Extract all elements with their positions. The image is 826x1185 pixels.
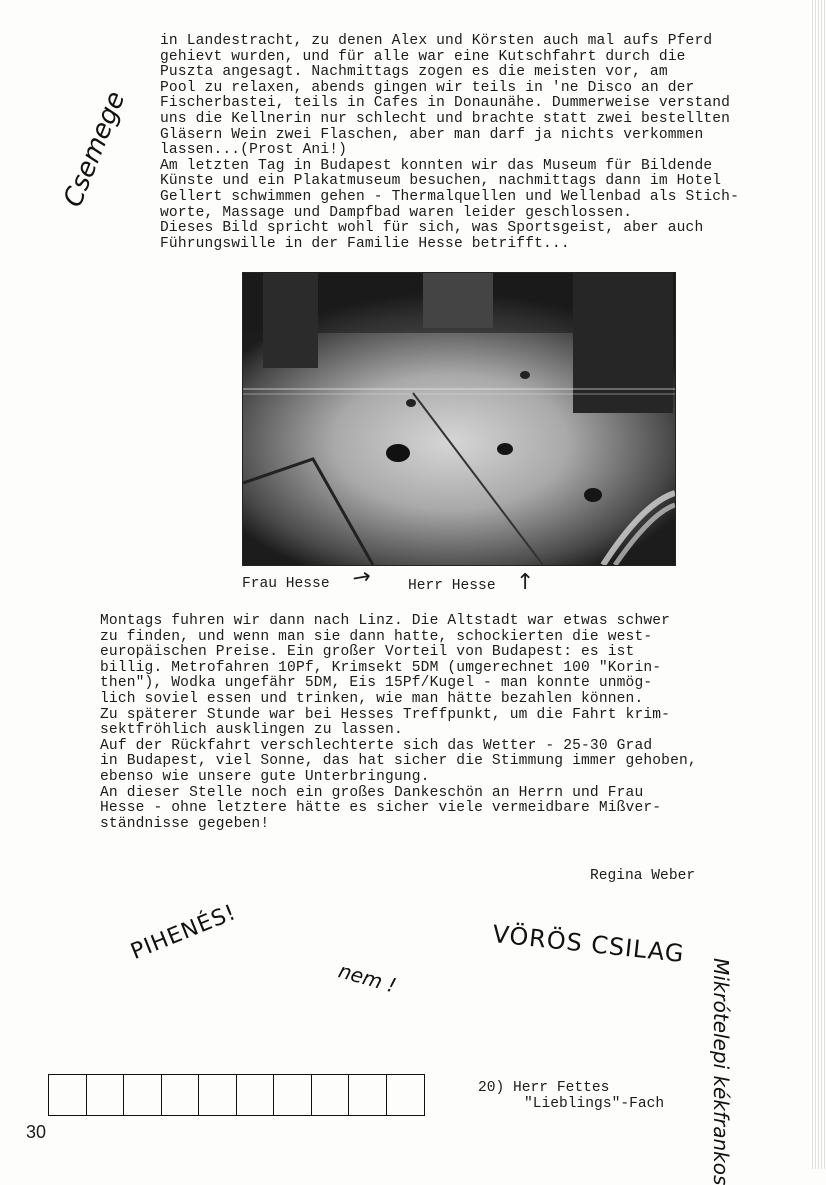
text-block-budapest	[160, 34, 739, 252]
page-number: 30	[26, 1122, 47, 1142]
page-edge-texture	[812, 0, 826, 1169]
author-signature: Regina Weber	[590, 868, 696, 884]
pool-photo	[242, 272, 676, 566]
text-line: in Landestracht, zu denen Alex und Körsten auch mal aufs Pferd	[160, 33, 713, 49]
answer-box-cell	[49, 1075, 87, 1115]
answer-box-cell	[124, 1075, 162, 1115]
caption-frau-hesse: Frau Hesse	[242, 576, 330, 592]
answer-box-cell	[237, 1075, 275, 1115]
text-line: Dieses Bild spricht wohl für sich, was Sportsgeist, aber auch	[160, 220, 704, 237]
handwritten-csemege: Csemege	[58, 87, 132, 212]
text-line: Führungswille in der Familie Hesse betrifft...	[160, 235, 570, 252]
text-line: billig. Metrofahren 10Pf, Krimsekt 5DM (umgerechnet 100 "Korin-	[100, 659, 662, 676]
answer-box-cell	[349, 1075, 387, 1115]
text-line: Gläsern Wein zwei Flaschen, aber man darf ja nichts verkommen	[160, 126, 704, 143]
arrow-up-icon: ↑	[516, 570, 535, 595]
text-line: uns die Kellnerin nur schlecht und brachte statt zwei bestellten	[160, 110, 731, 127]
question-number: 20) Herr Fettes	[478, 1080, 610, 1096]
text-line: Puszta angesagt. Nachmittags zogen es die meisten vor, am	[160, 64, 668, 81]
text-line: Zu späterer Stunde war bei Hesses Treffpunkt, um die Fahrt krim-	[100, 706, 671, 723]
arrow-icon: ↗	[346, 561, 376, 594]
text-line: then"), Wodka ungefähr 5DM, Eis 15Pf/Kugel - man konnte unmög-	[100, 675, 653, 692]
handwritten-vertical-note: Mikrótelepi kékfrankos	[709, 958, 733, 1185]
answer-box-grid	[48, 1074, 425, 1116]
text-line: in Budapest, viel Sonne, das hat sicher die Stimmung immer gehoben,	[100, 753, 697, 770]
text-line: ebenso wie unsere gute Unterbringung.	[100, 768, 430, 785]
text-line: Gellert schwimmen gehen - Thermalquellen und Wellenbad als Stich-	[160, 188, 739, 205]
answer-box-cell	[312, 1075, 350, 1115]
text-line: zu finden, und wenn man sie dann hatte, schockierten die west-	[100, 628, 653, 645]
answer-box-cell	[87, 1075, 125, 1115]
text-line: ständnisse gegeben!	[100, 815, 270, 832]
text-line: lassen...(Prost Ani!)	[160, 142, 348, 159]
question-subject: "Lieblings"-Fach	[524, 1096, 665, 1112]
answer-box-cell	[199, 1075, 237, 1115]
text-line: Künste und ein Plakatmuseum besuchen, nachmittags dann im Hotel	[160, 173, 722, 190]
text-line: worte, Massage und Dampfbad waren leider geschlossen.	[160, 204, 633, 221]
answer-box-cell	[162, 1075, 200, 1115]
text-line: sektfröhlich ausklingen zu lassen.	[100, 722, 403, 739]
answer-box-cell	[387, 1075, 425, 1115]
caption-herr-hesse: Herr Hesse	[408, 578, 496, 594]
answer-box-cell	[274, 1075, 312, 1115]
pool-photo-drawing	[243, 273, 675, 565]
text-line: Auf der Rückfahrt verschlechterte sich das Wetter - 25-30 Grad	[100, 737, 653, 754]
text-line: Am letzten Tag in Budapest konnten wir das Museum für Bildende	[160, 157, 713, 174]
text-line: Montags fuhren wir dann nach Linz. Die Altstadt war etwas schwer	[100, 613, 671, 629]
handwritten-nem: nem !	[335, 958, 400, 998]
text-line: Fischerbastei, teils in Cafes in Donaunähe. Dummerweise verstand	[160, 95, 731, 112]
text-block-linz	[100, 614, 697, 832]
text-line: An dieser Stelle noch ein großes Dankeschön an Herrn und Frau	[100, 784, 644, 801]
text-line: gehievt wurden, und für alle war eine Kutschfahrt durch die	[160, 48, 686, 65]
handwritten-pihenes: PIHENÉS!	[127, 900, 240, 965]
handwritten-voros-csilag: VÖRÖS CSILAG	[491, 919, 686, 969]
text-line: Hesse - ohne letztere hätte es sicher viele vermeidbare Mißver-	[100, 800, 662, 817]
text-line: Pool zu relaxen, abends gingen wir teils in 'ne Disco an der	[160, 79, 695, 96]
text-line: europäischen Preise. Ein großer Vorteil von Budapest: es ist	[100, 644, 635, 661]
text-line: lich soviel essen und trinken, wie man hätte bezahlen können.	[100, 690, 644, 707]
